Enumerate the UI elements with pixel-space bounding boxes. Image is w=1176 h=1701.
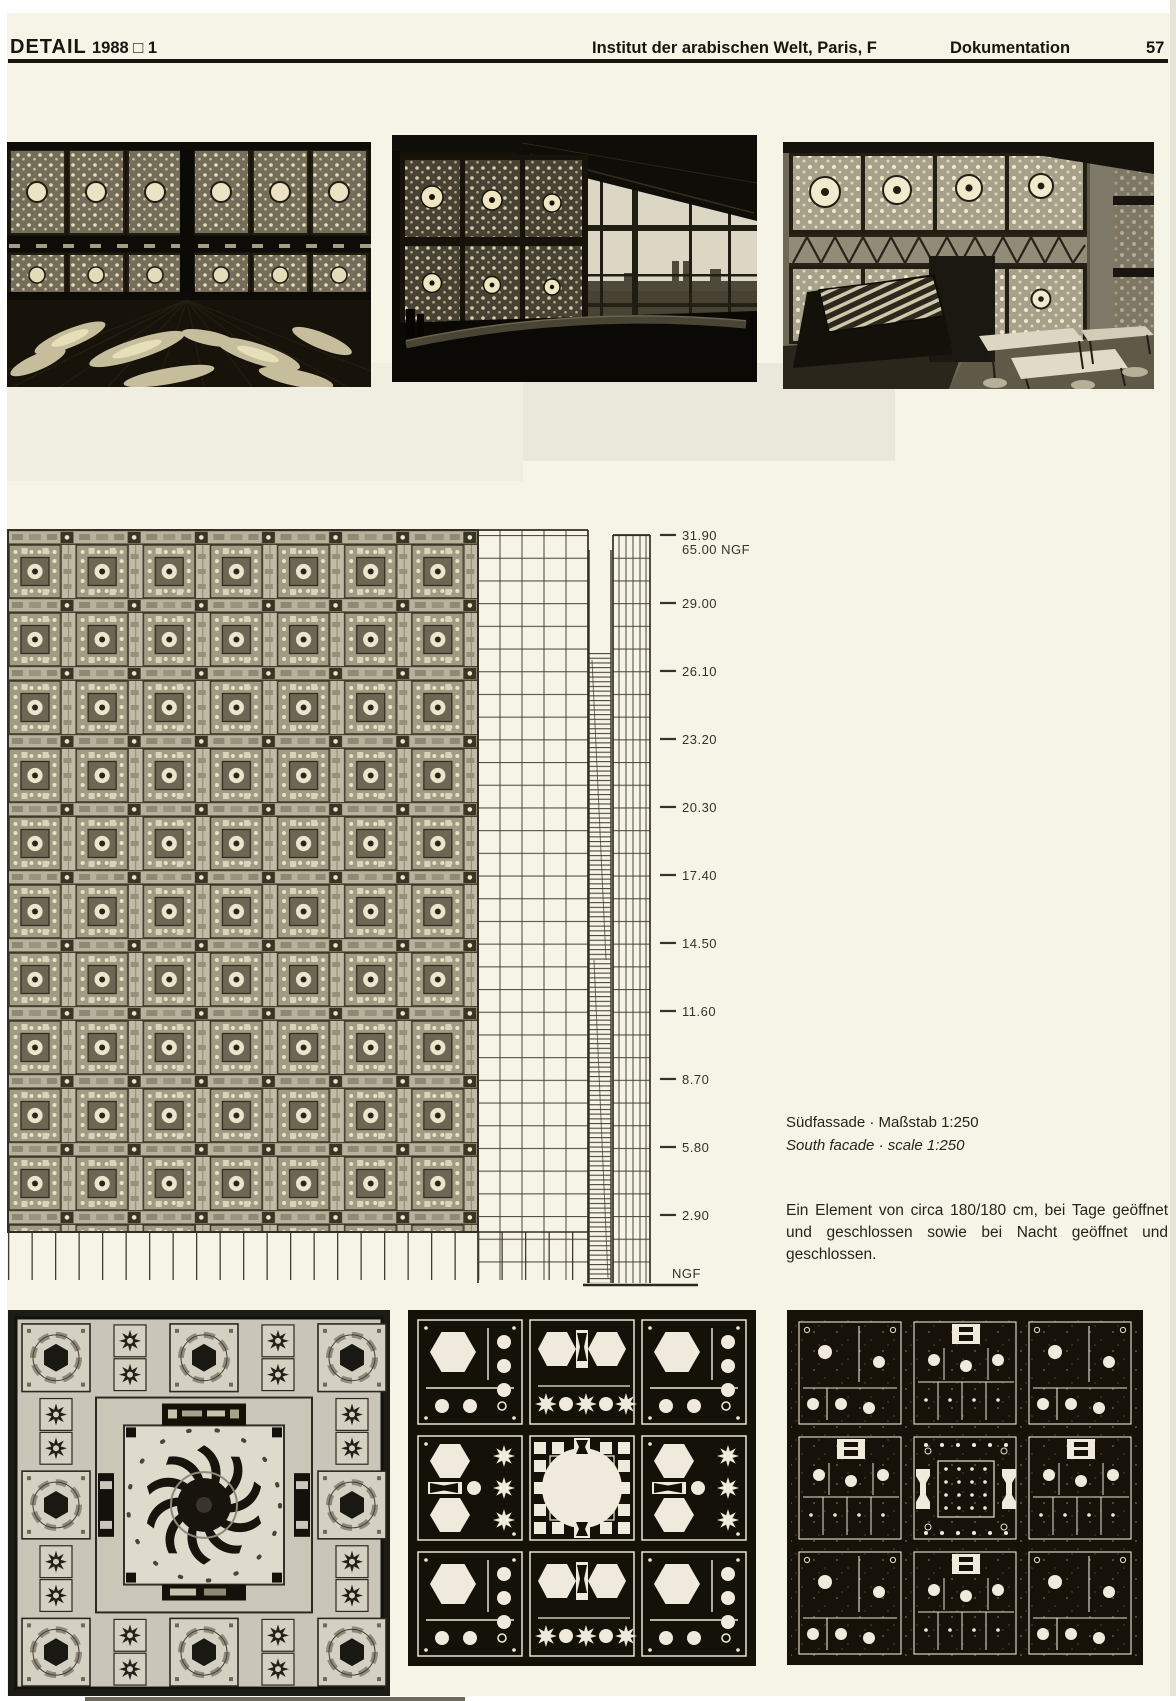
mashrabiya-wall-angled xyxy=(400,155,588,331)
scan-edge-left xyxy=(0,0,7,1701)
photo-interior-light-patterns xyxy=(4,142,371,387)
issue-label: 1988 □ 1 xyxy=(92,39,158,57)
level-tick xyxy=(660,1146,676,1148)
facade-panel-field xyxy=(8,530,478,1232)
level-label-65-00-ngf: 65.00 NGF xyxy=(682,541,751,557)
level-label-14-50: 14.50 xyxy=(660,936,717,950)
photo-terrace-city-view-image xyxy=(392,135,757,382)
level-label-31-90: 31.90 xyxy=(660,528,717,542)
level-label-ngf: NGF xyxy=(672,1265,701,1281)
level-label-29-00: 29.00 xyxy=(660,596,717,610)
photo-terrace-city-view xyxy=(392,135,757,382)
level-tick xyxy=(660,670,676,672)
level-tick xyxy=(660,806,676,808)
mashrabiya-wall xyxy=(4,142,371,304)
scan-edge-top xyxy=(0,0,1176,13)
level-label-5-80: 5.80 xyxy=(660,1140,709,1154)
level-label-17-40: 17.40 xyxy=(660,868,717,882)
photo-library-hall-image xyxy=(783,142,1154,389)
photo-interior-light-patterns-image xyxy=(4,142,371,387)
photo-facade-element-diaphragms-image xyxy=(8,1310,390,1696)
caption-scale-de: Südfassade · Maßstab 1:250 xyxy=(786,1114,979,1131)
photo-library-hall xyxy=(783,142,1154,389)
photo-facade-element-diaphragms xyxy=(8,1310,390,1696)
scan-next-page-sliver xyxy=(85,1697,465,1701)
level-tick xyxy=(660,738,676,740)
level-tick xyxy=(660,602,676,604)
level-label-11-60: 11.60 xyxy=(660,1004,716,1018)
level-tick xyxy=(660,1010,676,1012)
page-number: 57 xyxy=(1146,39,1165,57)
level-label-26-10: 26.10 xyxy=(660,664,717,678)
level-label-20-30: 20.30 xyxy=(660,800,717,814)
elevation-drawing-image xyxy=(0,490,760,1292)
level-label-23-20: 23.20 xyxy=(660,732,717,746)
central-iris-assembly xyxy=(96,1398,312,1613)
photo-panel-open-image xyxy=(408,1310,756,1666)
ground-floor-mullions xyxy=(8,1232,588,1280)
south-facade-elevation-drawing xyxy=(0,490,760,1292)
stair-shaft-hatch xyxy=(589,550,611,1283)
magazine-logo: DETAIL xyxy=(10,36,87,58)
level-label-8-70: 8.70 xyxy=(660,1072,709,1086)
caption-element-note: Ein Element von circa 180/180 cm, bei Tage geöffnet und geschlossen sowie bei Nacht geöffnet und geschlossen. xyxy=(786,1202,1168,1263)
level-tick xyxy=(660,534,676,536)
tower-grid xyxy=(613,535,650,1283)
caption-scale-en: South facade · scale 1:250 xyxy=(786,1137,965,1154)
level-tick xyxy=(660,874,676,876)
article-title: Institut der arabischen Welt, Paris, F xyxy=(592,39,877,57)
scan-edge-right xyxy=(1170,0,1176,1701)
photo-panel-closed-image xyxy=(787,1310,1143,1665)
photo-panel-closed xyxy=(787,1310,1143,1665)
level-tick xyxy=(660,942,676,944)
floor-with-light-pools xyxy=(4,292,371,387)
level-tick xyxy=(660,1214,676,1216)
level-label-2-90: 2.90 xyxy=(660,1208,709,1222)
photo-panel-open xyxy=(408,1310,756,1666)
header-rule xyxy=(8,59,1168,63)
section-label: Dokumentation xyxy=(950,39,1071,57)
level-tick xyxy=(660,1078,676,1080)
glazed-bay-grid xyxy=(478,530,588,1283)
